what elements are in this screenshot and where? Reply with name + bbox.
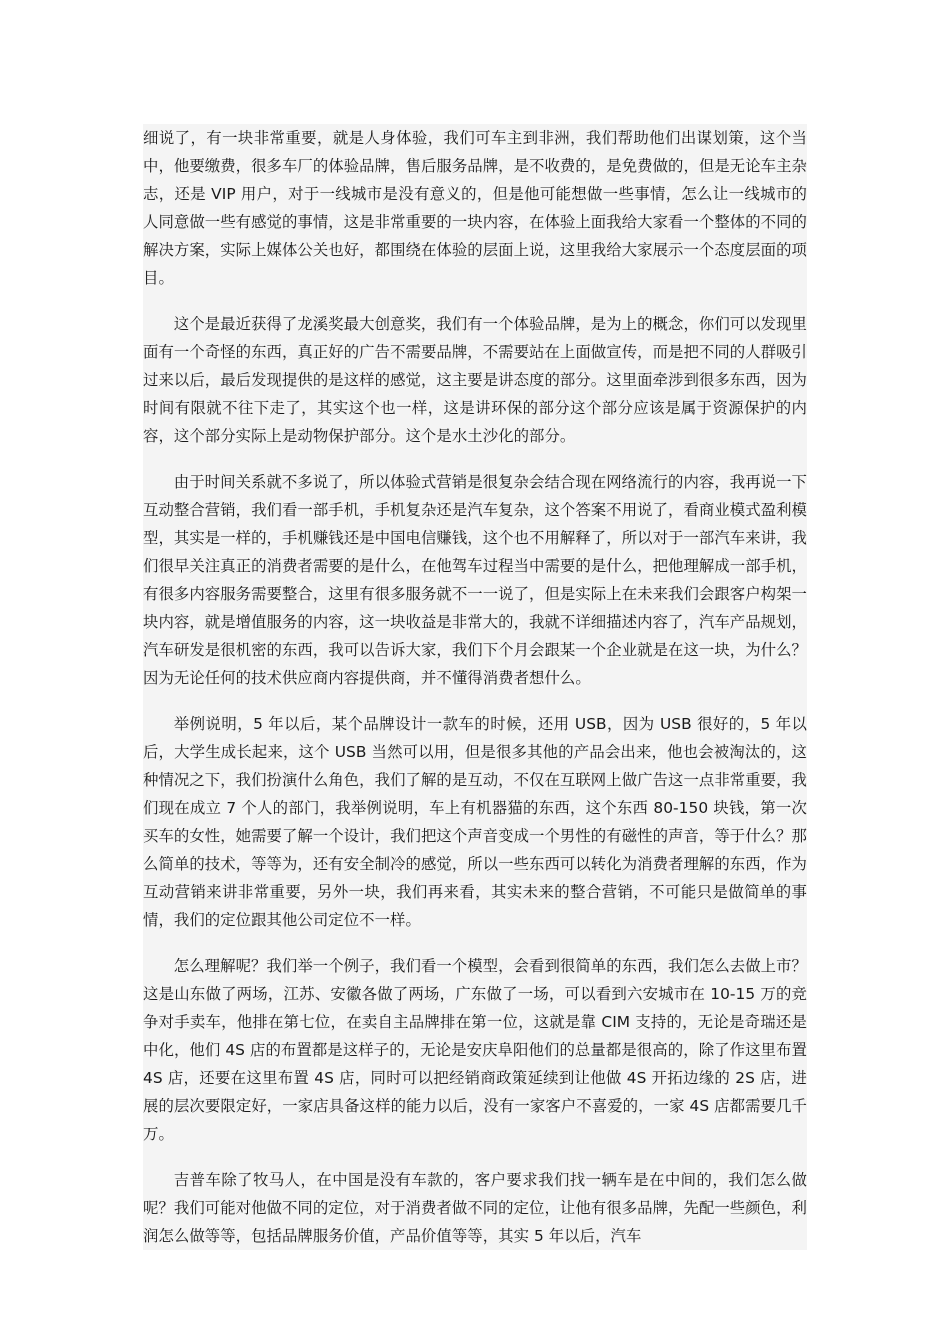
paragraph-5: 怎么理解呢？我们举一个例子，我们看一个模型，会看到很简单的东西，我们怎么去做上市？这是山东做了两场，江苏、安徽各做了两场，广东做了一场，可以看到六安城市在 10-15 万的竞争对手卖车，他排在第七位，在卖自主品牌排在第一位，这就是靠 CIM 支持的，无论是奇瑞还是中化，他们 4S 店的布置都是这样子的，无论是安庆阜阳他们的总量都是很高的，除了作这里布置 4S 店，还要在这里布置 4S 店，同时可以把经销商政策延续到让他做 4S 开拓边缘的 2S 店，进展的层次要限定好，一家店具备这样的能力以后，没有一家客户不喜爱的，一家 4S 店都需要几千万。 xyxy=(143,957,807,1143)
paragraph-1: 细说了，有一块非常重要，就是人身体验，我们可车主到非洲，我们帮助他们出谋划策，这个当中，他要缴费，很多车厂的体验品牌，售后服务品牌，是不收费的，是免费做的，但是无论车主杂志，还是 VIP 用户，对于一线城市是没有意义的，但是他可能想做一些事情，怎么让一线城市的人同意做一些有感觉的事情，这是非常重要的一块内容，在体验上面我给大家看一个整体的不同的解决方案，实际上媒体公关也好，都围绕在体验的层面上说，这里我给大家展示一个态度层面的项目。 xyxy=(143,129,807,287)
paragraph-4: 举例说明，5 年以后，某个品牌设计一款车的时候，还用 USB，因为 USB 很好的，5 年以后，大学生成长起来，这个 USB 当然可以用，但是很多其他的产品会出来，他也会被淘汰的，这种情况之下，我们扮演什么角色，我们了解的是互动，不仅在互联网上做广告这一点非常重要，我们现在成立 7 个人的部门，我举例说明，车上有机器猫的东西，这个东西 80-150 块钱，第一次买车的女性，她需要了解一个设计，我们把这个声音变成一个男性的有磁性的声音，等于什么？那么简单的技术，等等为，还有安全制冷的感觉，所以一些东西可以转化为消费者理解的东西，作为互动营销来讲非常重要，另外一块，我们再来看，其实未来的整合营销，不可能只是做简单的事情，我们的定位跟其他公司定位不一样。 xyxy=(143,715,807,929)
paragraph-6: 吉普车除了牧马人，在中国是没有车款的，客户要求我们找一辆车是在中间的，我们怎么做呢？我们可能对他做不同的定位，对于消费者做不同的定位，让他有很多品牌，先配一些颜色，利润怎么做等等，包括品牌服务价值，产品价值等等，其实 5 年以后，汽车 xyxy=(143,1171,807,1245)
paragraph-3: 由于时间关系就不多说了，所以体验式营销是很复杂会结合现在网络流行的内容，我再说一下互动整合营销，我们看一部手机，手机复杂还是汽车复杂，这个答案不用说了，看商业模式盈利模型，其实是一样的，手机赚钱还是中国电信赚钱，这个也不用解释了，所以对于一部汽车来讲，我们很早关注真正的消费者需要的是什么，在他驾车过程当中需要的是什么，把他理解成一部手机，有很多内容服务需要整合，这里有很多服务就不一一说了，但是实际上在未来我们会跟客户构架一块内容，就是增值服务的内容，这一块收益是非常大的，我就不详细描述内容了，汽车产品规划，汽车研发是很机密的东西，我可以告诉大家，我们下个月会跟某一个企业就是在这一块，为什么？因为无论任何的技术供应商内容提供商，并不懂得消费者想什么。 xyxy=(143,473,807,687)
document-body xyxy=(143,124,807,1250)
paragraph-2: 这个是最近获得了龙溪奖最大创意奖，我们有一个体验品牌，是为上的概念，你们可以发现里面有一个奇怪的东西，真正好的广告不需要品牌，不需要站在上面做宣传，而是把不同的人群吸引过来以后，最后发现提供的是这样的感觉，这主要是讲态度的部分。这里面牵涉到很多东西，因为时间有限就不往下走了，其实这个也一样，这是讲环保的部分这个部分应该是属于资源保护的内容，这个部分实际上是动物保护部分。这个是水土沙化的部分。 xyxy=(143,315,807,445)
